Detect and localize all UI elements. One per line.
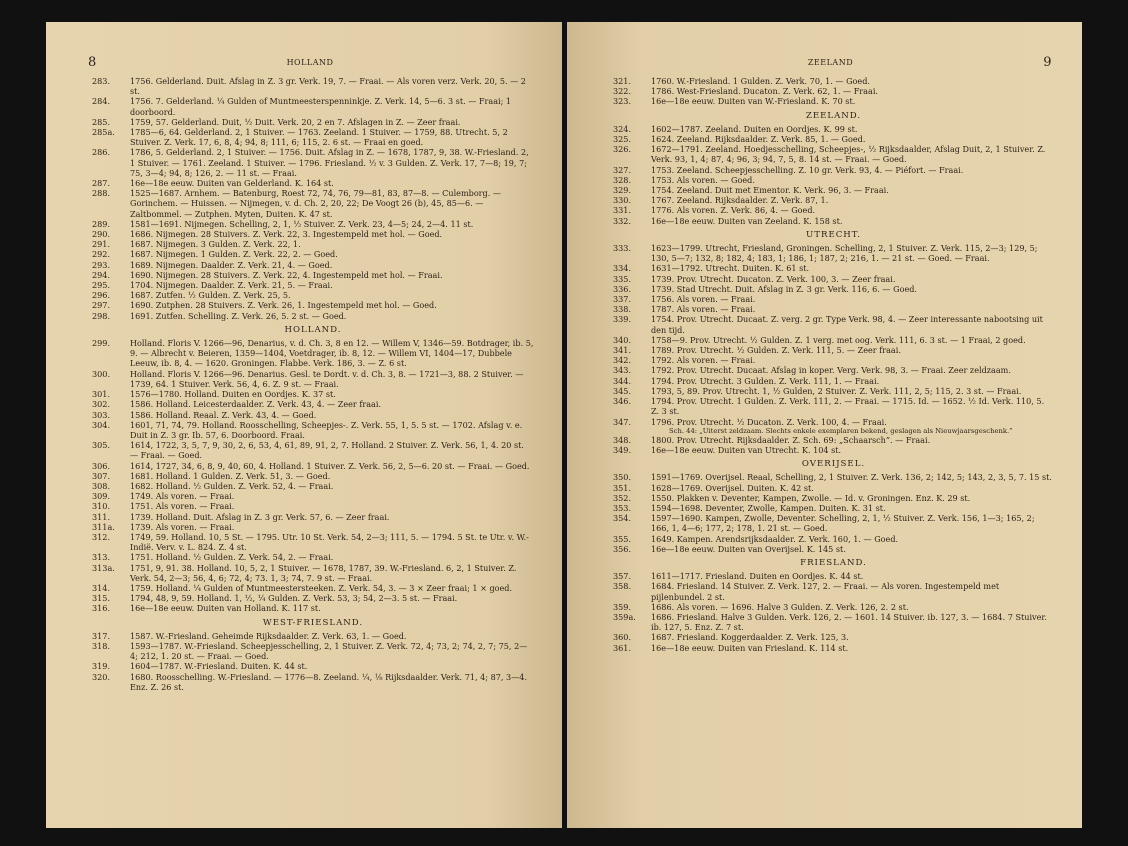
- catalog-entry: [92, 532, 534, 552]
- entry-number: 348.: [613, 434, 632, 445]
- catalog-entry: [92, 583, 534, 593]
- entry-text: 1785—6, 64. Gelderland. 2, 1 Stuiver. — 1763. Zeeland. 1 Stuiver. — 1759, 88. Utrecht. 5, 2 Stuiver. Z. Verk. 17, 6, 8, 4; 94, 8; 111, 6; 115, 2. 6 st. — Fraai en goed.: [130, 127, 508, 148]
- entry-text: 1704. Nijmegen. Daalder. Z. Verk. 21, 5. — Fraai.: [130, 280, 333, 291]
- entry-number: 319.: [92, 661, 111, 672]
- entry-text: 16e—18e eeuw. Duiten van Friesland. K. 114 st.: [651, 642, 849, 653]
- entry-number: 327.: [613, 164, 632, 175]
- entry-text: 1593—1787. W.-Friesland. Scheepjesschelling, 2, 1 Stuiver. Z. Verk. 72, 4; 73, 2; 74, 2, 7; 75, 2—4; 212, 1. 20 st. — Fraai. — Goed.: [130, 640, 528, 662]
- entry-text: 1759. Holland. ¼ Gulden of Muntmeestersteeken. Z. Verk. 54, 3. — 3 × Zeer fraai; 1 × goed.: [130, 582, 513, 593]
- entry-text: 1686. Friesland. Halve 3 Gulden. Verk. 126, 2. — 1601. 14 Stuiver. ib. 127, 3. — 1684. 7 Stuiver. ib. 127, 5. Enz. Z. 7 st.: [651, 611, 1047, 633]
- entry-number: 308.: [92, 480, 111, 491]
- entry-number: 300.: [92, 368, 111, 379]
- entry-text: 1686. Nijmegen. 28 Stuivers. Z. Verk. 22, 3. Ingestempeld met hol. — Goed.: [130, 229, 443, 240]
- catalog-entry: [613, 294, 1054, 304]
- entry-text: 1786, 5. Gelderland. 2, 1 Stuiver. — 1756. Duit. Afslag in Z. — 1678, 1787, 9, 38. W.-Friesland. 2, 1 Stuiver. — 1761. Zeeland. 1 Stuiver. — 1796. Friesland. ½ v. 3 Gulden. Z. Verk. 17, 7—8; 19, 7; 75, 3—4; 94, 8; 126, 2. — 11 st. — Fraai.: [130, 147, 529, 178]
- page-number: 8: [88, 55, 97, 70]
- catalog-entry: [613, 195, 1054, 205]
- catalog-entry: [92, 239, 534, 249]
- entry-number: 349.: [613, 444, 632, 455]
- catalog-entry: [92, 147, 534, 178]
- entry-number: 311.: [92, 511, 111, 522]
- entry-text: 1525—1687. Arnhem. — Batenburg, Roest 72, 74, 76, 79—81, 83, 87—8. — Culemborg. — Gorinchem. — Huissen. — Nijmegen, v. d. Ch. 2, 20, 22; De Voogt 26 (b), 45, 85—6. — Zaltbommel. — Zutphen. Myten, Duiten. K. 47 st.: [130, 188, 501, 219]
- entry-text: 16e—18e eeuw. Duiten van Holland. K. 117 st.: [130, 603, 321, 614]
- entry-text: 1614, 1727, 34, 6, 8, 9, 40, 60, 4. Holland. 1 Stuiver. Z. Verk. 56, 2, 5—6. 20 st. — Fraai. — Goed.: [130, 460, 530, 471]
- entry-text: 1756. Gelderland. Duit. Afslag in Z. 3 gr. Verk. 19, 7. — Fraai. — Als voren verz. Verk. 20, 5. — 2 st.: [130, 76, 526, 97]
- entry-number: 340.: [613, 334, 632, 345]
- entry-number: 310.: [92, 501, 111, 512]
- catalog-entry: [92, 563, 534, 583]
- entry-number: 286.: [92, 147, 111, 158]
- entry-text: 1597—1690. Kampen, Zwolle, Deventer. Schelling, 2, 1, ½ Stuiver. Z. Verk. 156, 1—3; 165, 2; 166, 1, 4—6; 177, 2; 178, 1. 21 st. — Goed.: [651, 513, 1035, 534]
- catalog-entry: [92, 631, 534, 641]
- entry-text: 1787. Als voren. — Fraai.: [651, 304, 756, 315]
- left-page-header: [88, 55, 532, 72]
- catalog-entry: [613, 612, 1054, 632]
- entry-text: 1739. Prov. Utrecht. Ducaton. Z. Verk. 100, 3. — Zeer fraai.: [651, 273, 896, 284]
- entry-number: 323.: [613, 96, 632, 107]
- entry-text: 1680. Roosschelling. W.-Friesland. — 1776—8. Zeeland. ¼, ⅛ Rijksdaalder. Verk. 71, 4; 87, 3—4. Enz. Z. 26 st.: [130, 671, 528, 692]
- catalog-entry: [92, 311, 534, 321]
- catalog-entry: [92, 369, 534, 389]
- entry-text: 1754. Prov. Utrecht. Ducaat. Z. verg. 2 gr. Type Verk. 98, 4. — Zeer interessante nabootsing uit den tijd.: [651, 314, 1043, 335]
- entry-text: 1756. 7. Gelderland. ¼ Gulden of Muntmeesterspenninkje. Z. Verk. 14, 5—6. 3 st. — Fraai; 1 doorboord.: [130, 96, 512, 117]
- entry-text: 1751. Holland. ½ Gulden. Z. Verk. 54, 2. — Fraai.: [130, 552, 334, 563]
- entry-text: 1756. Als voren. — Fraai.: [651, 294, 756, 305]
- catalog-entry: [613, 445, 1054, 455]
- catalog-entry: [92, 522, 534, 532]
- entry-text: 16e—18e eeuw. Duiten van W.-Friesland. K. 70 st.: [651, 96, 856, 107]
- entry-number: 343.: [613, 365, 632, 376]
- entry-number: 358.: [613, 581, 632, 592]
- entry-number: 285.: [92, 116, 111, 127]
- catalog-entry: [613, 284, 1054, 294]
- catalog-entry: [92, 481, 534, 491]
- entry-number: 309.: [92, 491, 111, 502]
- entry-text: 1789. Prov. Utrecht. ½ Gulden. Z. Verk. 111, 5. — Zeer fraai.: [651, 345, 901, 356]
- entry-number: 301.: [92, 389, 111, 400]
- section-heading: FRIESLAND.: [800, 557, 867, 568]
- entry-text: 1611—1717. Friesland. Duiten en Oordjes. K. 44 st.: [651, 571, 864, 582]
- catalog-entry: [613, 355, 1054, 365]
- entry-number: 331.: [613, 205, 632, 216]
- entry-text: 1792. Prov. Utrecht. Ducaat. Afslag in koper. Verg. Verk. 98, 3. — Fraai. Zeer zeldzaam.: [651, 365, 1011, 376]
- catalog-entry: [613, 274, 1054, 284]
- entry-number: 296.: [92, 290, 111, 301]
- entry-number: 297.: [92, 300, 111, 311]
- catalog-entry: [613, 144, 1054, 164]
- catalog-entry: [92, 641, 534, 661]
- entry-number: 293.: [92, 259, 111, 270]
- entry-text: 1753. Zeeland. Scheepjesschelling. Z. 10 gr. Verk. 93, 4. — Piéfort. — Fraai.: [651, 164, 964, 175]
- section-heading: UTRECHT.: [806, 229, 861, 240]
- entry-number: 295.: [92, 280, 111, 291]
- entry-text: 1624. Zeeland. Rijksdaalder. Z. Verk. 85, 1. — Goed.: [651, 134, 866, 145]
- entry-number: 307.: [92, 470, 111, 481]
- catalog-entry: [613, 386, 1054, 396]
- entry-text: 1792. Als voren. — Fraai.: [651, 355, 756, 366]
- entry-number: 335.: [613, 273, 632, 284]
- catalog-entry: [613, 503, 1054, 513]
- entry-number: 361.: [613, 642, 632, 653]
- section-heading: HOLLAND.: [284, 324, 342, 335]
- catalog-entry: [613, 243, 1054, 263]
- entry-number: 287.: [92, 178, 111, 189]
- catalog-entry: [613, 571, 1054, 581]
- entry-number: 337.: [613, 294, 632, 305]
- entry-text: 1682. Holland. ½ Gulden. Z. Verk. 52, 4. — Fraai.: [130, 480, 334, 491]
- catalog-entry: [92, 127, 534, 147]
- catalog-entry: [613, 493, 1054, 503]
- catalog-entry: [613, 175, 1054, 185]
- catalog-entry: [92, 501, 534, 511]
- catalog-entry: [92, 178, 534, 188]
- entry-text: 1687. Nijmegen. 1 Gulden. Z. Verk. 22, 2. — Goed.: [130, 249, 338, 260]
- catalog-entry: [92, 661, 534, 671]
- entry-text: 1690. Nijmegen. 28 Stuivers. Z. Verk. 22, 4. Ingestempeld met hol. — Fraai.: [130, 269, 443, 280]
- entry-text: 1623—1799. Utrecht, Friesland, Groningen. Schelling, 2, 1 Stuiver. Z. Verk. 115, 2—3; 129, 5; 130, 5—7; 132, 8; 182, 4; 183, 1; 186, 1; 187, 2; 216, 1. — 21 st. — Goed. — Fraai.: [651, 243, 1038, 264]
- catalog-entry: [92, 410, 534, 420]
- entry-number: 313a.: [92, 562, 115, 573]
- entry-number: 351.: [613, 482, 632, 493]
- catalog-entry: [613, 185, 1054, 195]
- catalog-entry: [92, 338, 534, 369]
- left-page-body: [92, 76, 534, 692]
- entry-number: 353.: [613, 502, 632, 513]
- entry-text: 1686. Als voren. — 1696. Halve 3 Gulden. Z. Verk. 126, 2. 2 st.: [651, 601, 909, 612]
- entry-number: 333.: [613, 243, 632, 254]
- entry-number: 313.: [92, 552, 111, 563]
- catalog-entry: [613, 335, 1054, 345]
- entry-text: 1672—1791. Zeeland. Hoedjesschelling, Scheepjes-, ½ Rijksdaalder, Afslag Duit, 2, 1 Stuiver. Z. Verk. 93, 1, 4; 87, 4; 96, 3; 94, 7, 5, 8. 14 st. — Fraai. — Goed.: [651, 144, 1046, 165]
- entry-text: 1794, 48, 9, 59. Holland. 1, ½, ¼ Gulden. Z. Verk. 53, 3; 54, 2—3. 5 st. — Fraai.: [130, 593, 458, 604]
- catalog-entry: [92, 96, 534, 116]
- catalog-entry: [613, 602, 1054, 612]
- catalog-entry: [613, 76, 1054, 86]
- entry-text: 1649. Kampen. Arendsrijksdaalder. Z. Verk. 160, 1. — Goed.: [651, 533, 899, 544]
- entry-text: 1687. Friesland. Koggerdaalder. Z. Verk. 125, 3.: [651, 632, 849, 643]
- entry-text: 1767. Zeeland. Rijksdaalder. Z. Verk. 87, 1.: [651, 195, 829, 206]
- catalog-entry: [92, 552, 534, 562]
- entry-text: 1576—1780. Holland. Duiten en Oordjes. K. 37 st.: [130, 389, 336, 400]
- entry-number: 359a.: [613, 611, 636, 622]
- entry-number: 306.: [92, 460, 111, 471]
- entry-text: 1581—1691. Nijmegen. Schelling, 2, 1, ½ Stuiver. Z. Verk. 23, 4—5; 24, 2—4. 11 st.: [130, 218, 474, 229]
- entry-text: 1796. Prov. Utrecht. ½ Ducaton. Z. Verk. 100, 4. — Fraai.: [651, 416, 887, 427]
- entry-number: 292.: [92, 249, 111, 260]
- catalog-entry: [92, 440, 534, 460]
- entry-number: 347.: [613, 416, 632, 427]
- catalog-entry: [92, 593, 534, 603]
- catalog-entry: [92, 290, 534, 300]
- entry-text: 1800. Prov. Utrecht. Rijksdaalder. Z. Sch. 69: „Schaarsch”. — Fraai.: [651, 434, 931, 445]
- entry-number: 330.: [613, 195, 632, 206]
- catalog-entry: [613, 483, 1054, 493]
- catalog-entry: [613, 643, 1054, 653]
- catalog-entry: [92, 260, 534, 270]
- catalog-entry: [613, 263, 1054, 273]
- entry-number: 344.: [613, 375, 632, 386]
- catalog-entry: [92, 76, 534, 96]
- entry-number: 336.: [613, 283, 632, 294]
- entry-number: 324.: [613, 123, 632, 134]
- catalog-entry: [613, 86, 1054, 96]
- catalog-entry: [613, 304, 1054, 314]
- entry-text: 1587. W.-Friesland. Geheimde Rijksdaalder. Z. Verk. 63, 1. — Goed.: [130, 630, 407, 641]
- catalog-entry: [613, 124, 1054, 134]
- entry-text: 1586. Holland. Leicesterdaalder. Z. Verk. 43, 4. — Zeer fraai.: [130, 399, 382, 410]
- catalog-entry: [613, 345, 1054, 355]
- entry-number: 334.: [613, 263, 632, 274]
- entry-number: 303.: [92, 409, 111, 420]
- entry-text: Holland. Floris V. 1266—96. Denarius. Gesl. te Dordt. v. d. Ch. 3, 8. — 1721—3, 88. 2 Stuiver. — 1739, 64. 1 Stuiver. Verk. 56, 4, 6. Z. 9 st. — Fraai.: [130, 368, 524, 389]
- right-page: [567, 22, 1082, 828]
- entry-text: 1759, 57. Gelderland. Duit, ½ Duit. Verk. 20, 2 en 7. Afslagen in Z. — Zeer fraai.: [130, 116, 461, 127]
- catalog-entry: [92, 471, 534, 481]
- entry-number: 342.: [613, 355, 632, 366]
- entry-text: 1594—1698. Deventer, Zwolle, Kampen. Duiten. K. 31 st.: [651, 502, 886, 513]
- catalog-entry: [92, 280, 534, 290]
- entry-text: 1628—1769. Overijsel. Duiten. K. 42 st.: [651, 482, 814, 493]
- entry-number: 284.: [92, 96, 111, 107]
- catalog-entry: [92, 249, 534, 259]
- entry-number: 321.: [613, 76, 632, 86]
- entry-number: 359.: [613, 601, 632, 612]
- entry-text: 1687. Nijmegen. 3 Gulden. Z. Verk. 22, 1.: [130, 239, 301, 250]
- entry-number: 304.: [92, 419, 111, 430]
- entry-number: 357.: [613, 571, 632, 582]
- entry-number: 302.: [92, 399, 111, 410]
- catalog-entry: [613, 534, 1054, 544]
- catalog-entry: [613, 96, 1054, 106]
- entry-text: 1591—1769. Overijsel. Reaal, Schelling, 2, 1 Stuiver. Z. Verk. 136, 2; 142, 5; 143, 2, 3, 5, 7. 15 st.: [651, 472, 1052, 483]
- entry-number: 294.: [92, 269, 111, 280]
- entry-number: 328.: [613, 174, 632, 185]
- catalog-entry: [613, 134, 1054, 144]
- entry-number: 329.: [613, 185, 632, 196]
- catalog-entry: [92, 603, 534, 613]
- entry-number: 288.: [92, 188, 111, 199]
- entry-number: 339.: [613, 314, 632, 325]
- catalog-entry: [92, 270, 534, 280]
- entry-text: 1739. Holland. Duit. Afslag in Z. 3 gr. Verk. 57, 6. — Zeer fraai.: [130, 511, 390, 522]
- catalog-entry: [613, 417, 1054, 427]
- entry-number: 298.: [92, 310, 111, 321]
- entry-number: 316.: [92, 603, 111, 614]
- catalog-entry: [613, 472, 1054, 482]
- entry-number: 360.: [613, 632, 632, 643]
- entry-text: 1794. Prov. Utrecht. 1 Gulden. Z. Verk. 111, 2. — Fraai. — 1715. Id. — 1652. ½ Id. Verk. 110, 5. Z. 3 st.: [651, 396, 1045, 417]
- entry-text: 16e—18e eeuw. Duiten van Utrecht. K. 104 st.: [651, 444, 842, 455]
- catalog-entry: [92, 229, 534, 239]
- entry-text: 1753. Als voren. — Goed.: [651, 174, 755, 185]
- entry-number: 352.: [613, 492, 632, 503]
- catalog-entry: [92, 461, 534, 471]
- catalog-entry: [92, 389, 534, 399]
- running-title: HOLLAND: [286, 58, 334, 67]
- entry-text: 1739. Stad Utrecht. Duit. Afslag in Z. 3 gr. Verk. 116, 6. — Goed.: [651, 283, 917, 294]
- entry-text: 1776. Als voren. Z. Verk. 86, 4. — Goed.: [651, 205, 816, 216]
- catalog-entry: [613, 314, 1054, 334]
- catalog-entry: [613, 376, 1054, 386]
- entry-text: 1601, 71, 74, 79. Holland. Roosschelling, Scheepjes-. Z. Verk. 55, 1, 5. 5 st. — 1702. Afslag v. e. Duit in Z. 3 gr. Ib. 57, 6. Doorboord. Fraai.: [130, 419, 523, 440]
- entry-text: 1760. W.-Friesland. 1 Gulden. Z. Verk. 70, 1. — Goed.: [651, 76, 870, 86]
- entry-text: 1690. Zutphen. 28 Stuivers. Z. Verk. 26, 1. Ingestempeld met hol. — Goed.: [130, 300, 437, 311]
- page-number: 9: [1043, 55, 1052, 70]
- catalog-entry: [92, 420, 534, 440]
- right-page-header: [609, 55, 1052, 72]
- entry-number: 326.: [613, 144, 632, 155]
- entry-number: 299.: [92, 338, 111, 349]
- running-title: ZEELAND: [807, 58, 854, 67]
- catalog-entry: [613, 396, 1054, 416]
- catalog-entry: [613, 632, 1054, 642]
- catalog-entry: [613, 205, 1054, 215]
- catalog-entry: [92, 188, 534, 219]
- section-heading: OVERIJSEL.: [801, 459, 866, 470]
- entry-text: 1786. West-Friesland. Ducaton. Z. Verk. 62, 1. — Fraai.: [651, 86, 878, 97]
- catalog-entry: [92, 219, 534, 229]
- catalog-entry: [613, 435, 1054, 445]
- catalog-entry: [613, 544, 1054, 554]
- entry-text: 1631—1792. Utrecht. Duiten. K. 61 st.: [651, 263, 810, 274]
- entry-text: 1794. Prov. Utrecht. 3 Gulden. Z. Verk. 111, 1. — Fraai.: [651, 375, 880, 386]
- entry-number: 318.: [92, 640, 111, 651]
- entry-number: 341.: [613, 345, 632, 356]
- section-heading: ZEELAND.: [805, 110, 862, 121]
- entry-text: 1684. Friesland. 14 Stuiver. Z. Verk. 127, 2. — Fraai. — Als voren. Ingestempeld met pijlenbundel. 2 st.: [651, 581, 1000, 602]
- entry-text: 1758—9. Prov. Utrecht. ½ Gulden. Z. 1 verg. met oog. Verk. 111, 6. 3 st. — 1 Fraai, 2 goed.: [651, 334, 1026, 345]
- entry-number: 355.: [613, 533, 632, 544]
- section-heading: WEST-FRIESLAND.: [262, 617, 364, 628]
- catalog-entry: [92, 300, 534, 310]
- entry-number: 356.: [613, 543, 632, 554]
- catalog-entry: [92, 672, 534, 692]
- entry-number: 289.: [92, 218, 111, 229]
- entry-number: 320.: [92, 671, 111, 682]
- catalog-entry: [613, 365, 1054, 375]
- entry-number: 332.: [613, 215, 632, 226]
- entry-text: 1604—1787. W.-Friesland. Duiten. K. 44 st.: [130, 661, 308, 672]
- entry-text: 1749, 59. Holland. 10, 5 St. — 1795. Utr. 10 St. Verk. 54, 2—3; 111, 5. — 1794. 5 St. te Utr. v. W.-Indië. Verv. v. L. 824. Z. 4 st.: [130, 531, 529, 553]
- entry-text: Holland. Floris V. 1266—96, Denarius, v. d. Ch. 3, 8 en 12. — Willem V, 1346—59. Botdrager, ib. 5, 9. — Albrecht v. Beieren, 1359—1404, Voetdrager, ib. 8, 12. — Willem VI, 1404—17, Dubbele Leeuw, ib. 8, 4. — 1620. Groningen. Flabbe. Verk. 186, 3. — Z. 6 st.: [130, 338, 534, 369]
- entry-number: 322.: [613, 86, 632, 97]
- catalog-entry: [613, 513, 1054, 533]
- entry-number: 311a.: [92, 521, 115, 532]
- left-page: [46, 22, 562, 828]
- catalog-entry: [613, 165, 1054, 175]
- entry-text: 1751. Als voren. — Fraai.: [130, 501, 235, 512]
- entry-text: 1749. Als voren. — Fraai.: [130, 491, 235, 502]
- entry-number: 325.: [613, 134, 632, 145]
- entry-text: 1550. Plakken v. Deventer, Kampen, Zwolle. — Id. v. Groningen. Enz. K. 29 st.: [651, 492, 971, 503]
- entry-text: 1691. Zutfen. Schelling. Z. Verk. 26, 5. 2 st. — Goed.: [130, 310, 347, 321]
- entry-text: 1793, 5, 89. Prov. Utrecht. 1, ½ Gulden, 2 Stuiver. Z. Verk. 111, 2, 5; 115, 2. 3 st. — Fraai.: [651, 385, 1022, 396]
- entry-number: 291.: [92, 239, 111, 250]
- entry-number: 345.: [613, 385, 632, 396]
- entry-number: 314.: [92, 582, 111, 593]
- catalog-entry: [613, 216, 1054, 226]
- entry-text: 1739. Als voren. — Fraai.: [130, 521, 235, 532]
- entry-number: 315.: [92, 593, 111, 604]
- entry-note: Sch. 44: „Uiterst zeldzaam. Slechts enkele exemplaren bekend, geslagen als Nieuwjaarsgeschenk.”: [669, 426, 1013, 435]
- entry-number: 305.: [92, 440, 111, 451]
- entry-text: 1754. Zeeland. Duit met Ementor. K. Verk. 96, 3. — Fraai.: [651, 185, 889, 196]
- entry-text: 16e—18e eeuw. Duiten van Zeeland. K. 158 st.: [651, 215, 843, 226]
- catalog-entry: [92, 512, 534, 522]
- catalog-entry: [92, 491, 534, 501]
- entry-text: 1751, 9, 91. 38. Holland. 10, 5, 2, 1 Stuiver. — 1678, 1787, 39. W.-Friesland. 6, 2, 1 Stuiver. Z. Verk. 54, 2—3; 56, 4, 6; 72, 4; 73. 1, 3; 74, 7. 9 st. — Fraai.: [130, 562, 517, 583]
- entry-number: 285a.: [92, 127, 115, 138]
- entry-text: 1687. Zutfen. ½ Gulden. Z. Verk. 25, 5.: [130, 290, 291, 301]
- entry-number: 317.: [92, 630, 111, 641]
- entry-number: 354.: [613, 513, 632, 524]
- entry-number: 290.: [92, 229, 111, 240]
- entry-text: 1614, 1722, 3, 5, 7, 9, 30, 2, 6, 53, 4, 61, 89, 91, 2, 7. Holland. 2 Stuiver. Z. Verk. 56, 1, 4. 20 st. — Fraai. — Goed.: [130, 440, 524, 461]
- entry-text: 1602—1787. Zeeland. Duiten en Oordjes. K. 99 st.: [651, 123, 858, 134]
- entry-number: 338.: [613, 304, 632, 315]
- entry-number: 312.: [92, 531, 111, 542]
- right-page-body: [613, 76, 1054, 653]
- entry-text: 1586. Holland. Reaal. Z. Verk. 43, 4. — Goed.: [130, 409, 317, 420]
- entry-number: 346.: [613, 396, 632, 407]
- entry-text: 1689. Nijmegen. Daalder. Z. Verk. 21, 4. — Goed.: [130, 259, 333, 270]
- entry-text: 16e—18e eeuw. Duiten van Overijsel. K. 145 st.: [651, 543, 846, 554]
- catalog-entry: [92, 117, 534, 127]
- catalog-entry: [92, 399, 534, 409]
- catalog-entry: [613, 581, 1054, 601]
- entry-number: 350.: [613, 472, 632, 483]
- entry-text: 1681. Holland. 1 Gulden. Z. Verk. 51, 3. — Goed.: [130, 470, 331, 481]
- entry-text: 16e—18e eeuw. Duiten van Gelderland. K. 164 st.: [130, 178, 334, 189]
- entry-number: 283.: [92, 76, 111, 86]
